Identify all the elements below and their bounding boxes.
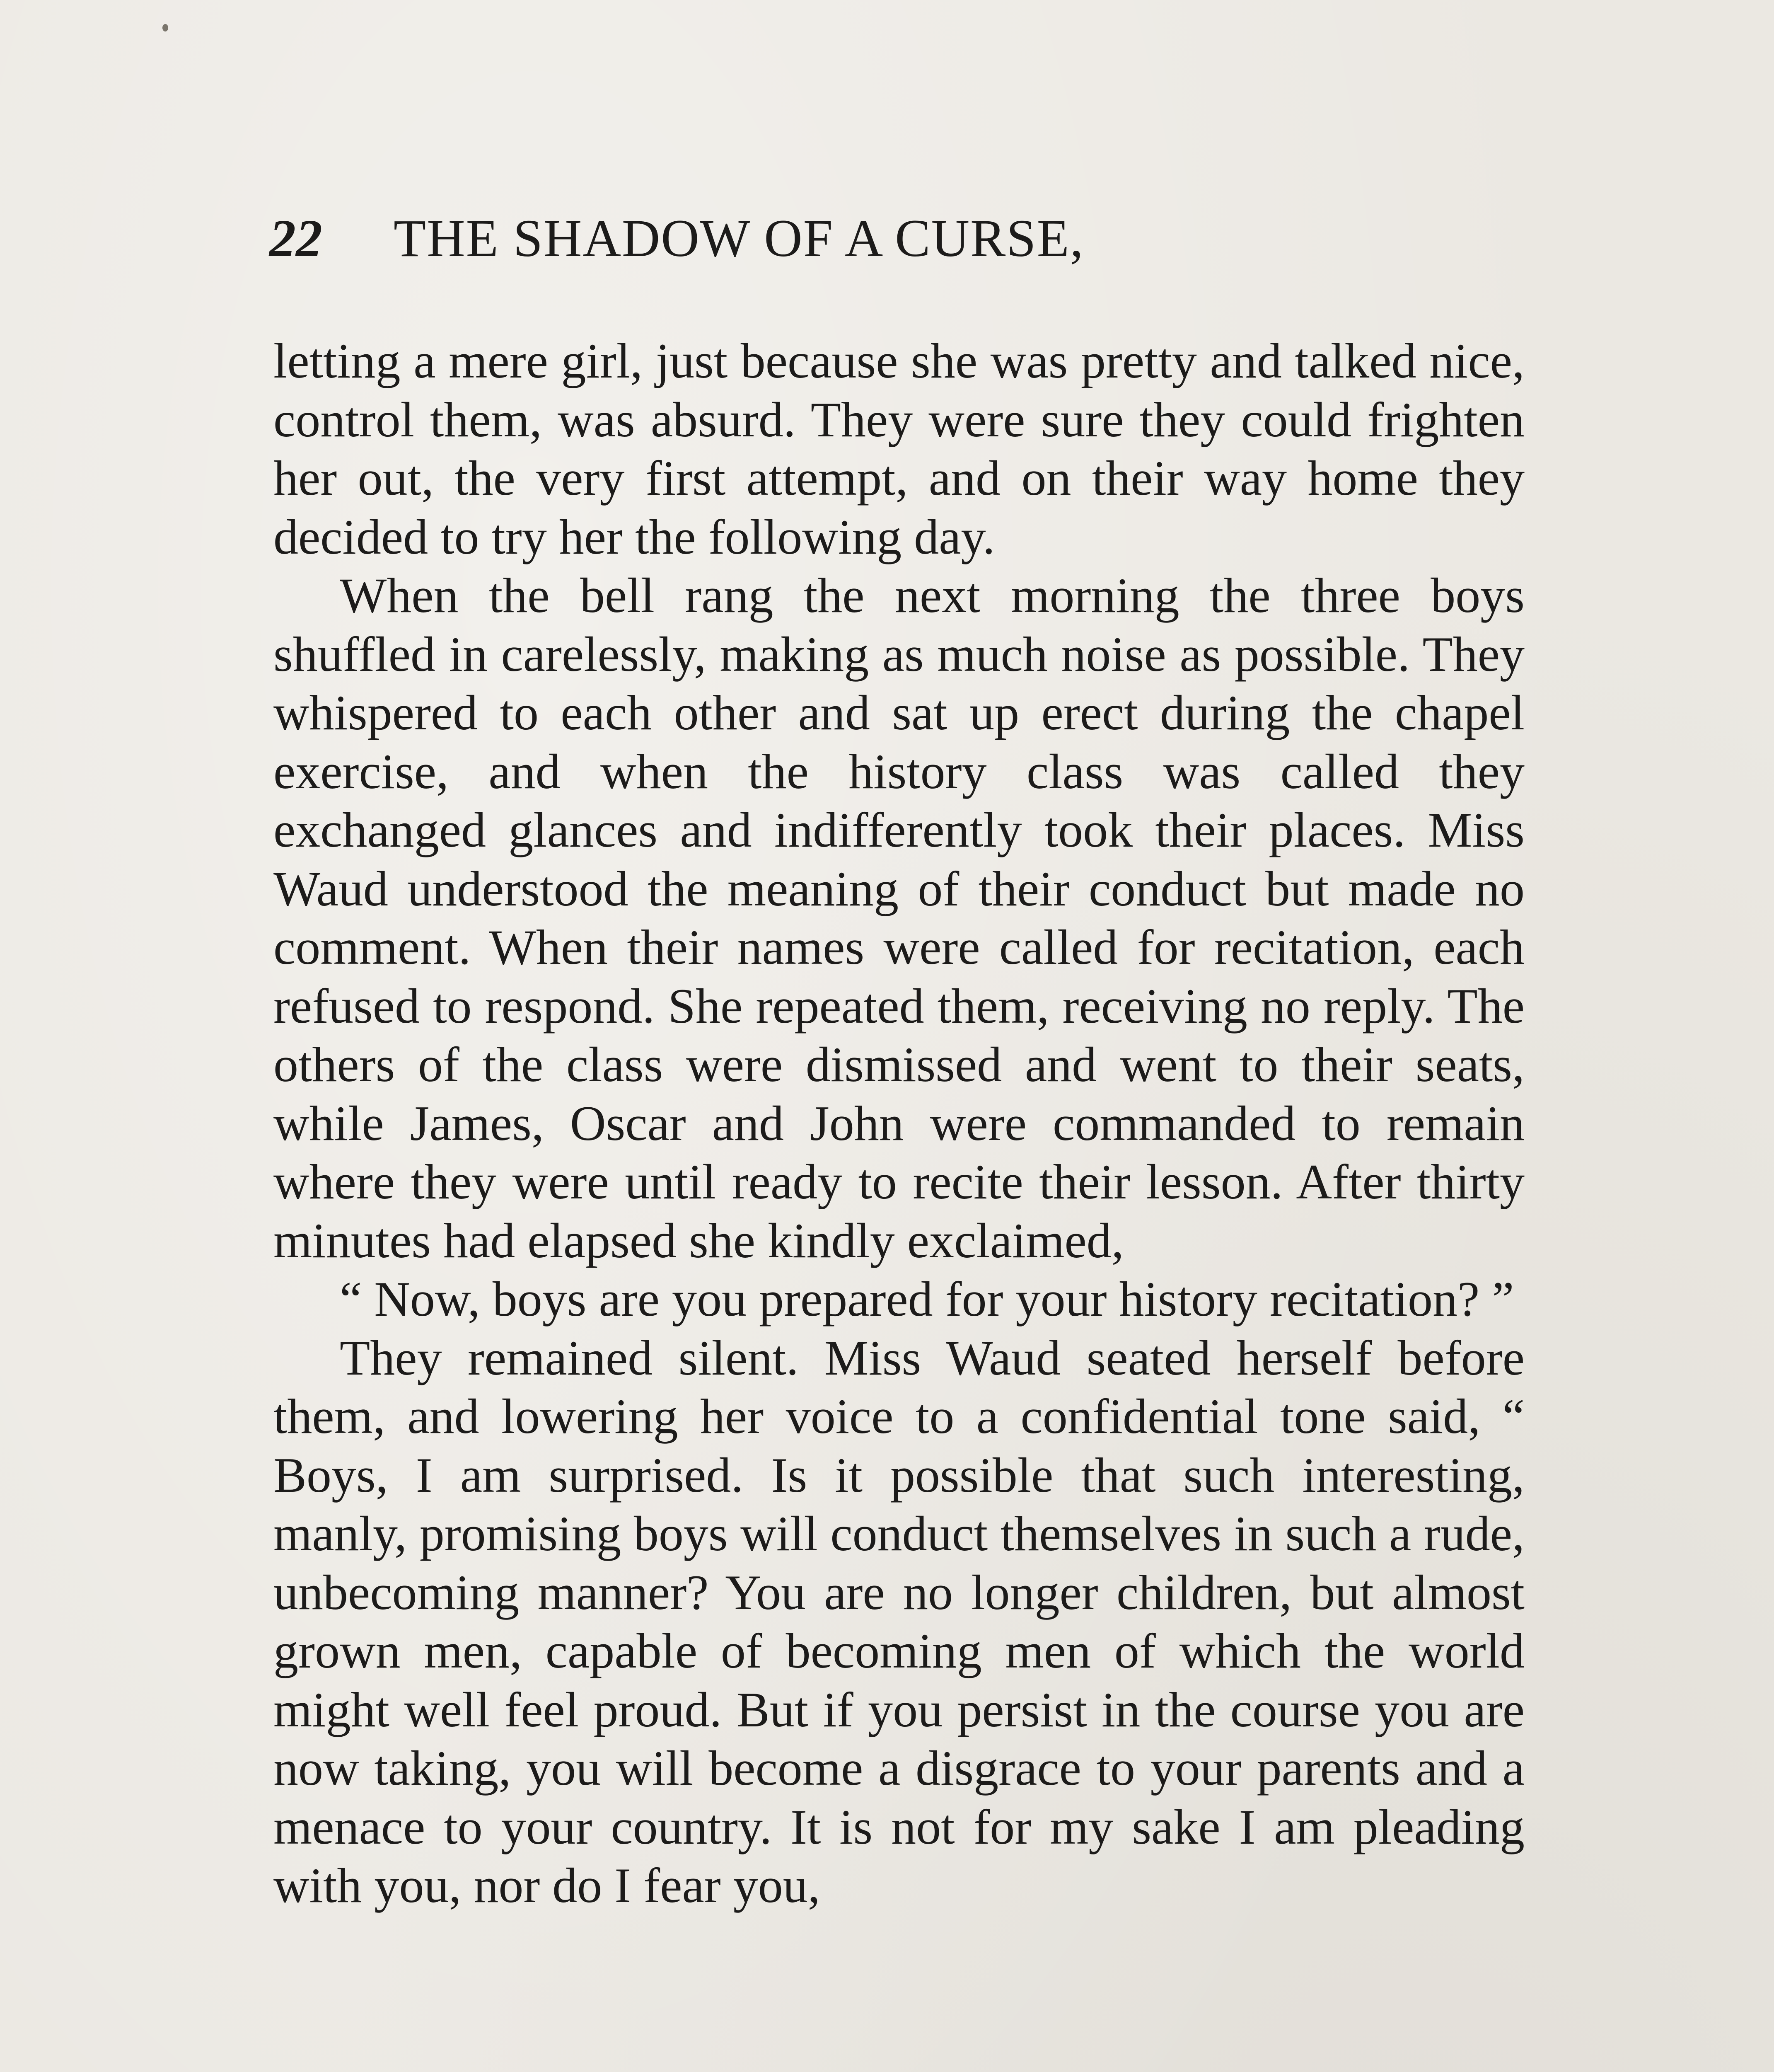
paragraph: When the bell rang the next morning the three boys shuffled in carelessly, making as much noise as possible. They whispered to each other and sat up erect during the chapel exercise, and when the history class was called they exchanged glances and indifferently took their places. Miss Waud understood the meaning of their conduct but made no comment. When their names were called for recitation, each refused to respond. She repeated them, receiving no reply. The others of the class were dismissed and went to their seats, while James, Oscar and John were commanded to remain where they were until ready to recite their lesson. After thirty minutes had elapsed she kindly exclaimed, <box>273 568 1525 1268</box>
body-text <box>273 332 1525 1915</box>
paper-speck <box>162 24 168 31</box>
running-header <box>269 207 1388 269</box>
paragraph: They remained silent. Miss Waud seated herself before them, and lowering her voice to a confidential tone said, “ Boys, I am surprised. Is it possible that such interesting, manly, promising boys will conduct themselves in such a rude, unbecoming manner? You are no longer children, but almost grown men, capable of becoming men of which the world might well feel proud. But if you persist in the course you are now taking, you will become a disgrace to your parents and a menace to your country. It is not for my sake I am pleading with you, nor do I fear you, <box>273 1330 1525 1913</box>
paragraph: letting a mere girl, just because she was pretty and talked nice, control them, was absurd. They were sure they could frighten her out, the very first attempt, and on their way home they decided to try her the following day. <box>273 333 1525 564</box>
page-number: 22 <box>269 209 322 268</box>
running-head-title: THE SHADOW OF A CURSE, <box>394 209 1084 268</box>
paragraph: “ Now, boys are you prepared for your history recitation? ” <box>340 1271 1514 1326</box>
